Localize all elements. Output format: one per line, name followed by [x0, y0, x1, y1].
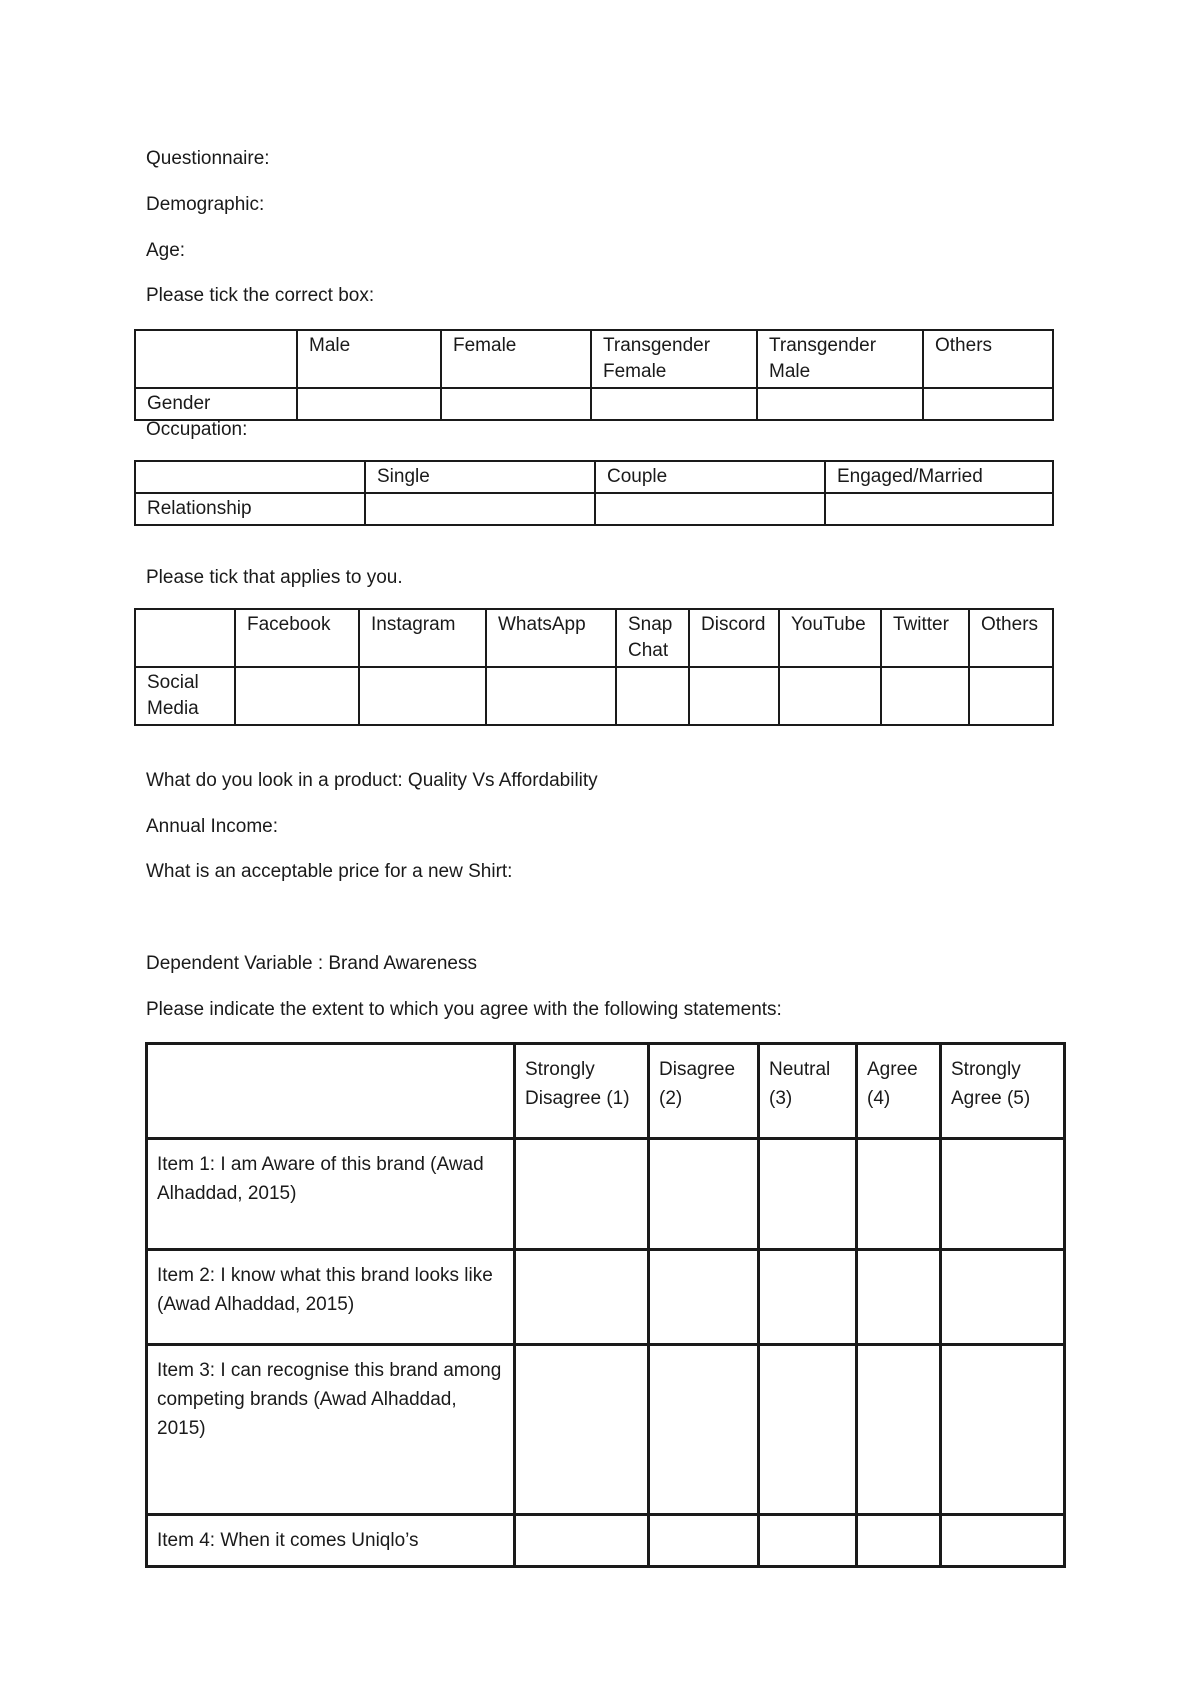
likert-tick-cell[interactable]	[649, 1345, 759, 1515]
question-product: What do you look in a product: Quality Vs Affordability	[146, 770, 598, 791]
likert-col-strongly-disagree: Strongly Disagree (1)	[515, 1044, 649, 1139]
gender-tick-cell[interactable]	[297, 388, 441, 420]
likert-item-row	[147, 1515, 1065, 1567]
likert-col-neutral: Neutral (3)	[759, 1044, 857, 1139]
likert-item-row	[147, 1139, 1065, 1250]
gender-header-row	[135, 330, 1053, 388]
gender-row	[135, 388, 1053, 420]
social-tick-cell[interactable]	[881, 667, 969, 725]
likert-tick-cell[interactable]	[857, 1250, 941, 1345]
relationship-table	[134, 460, 1054, 526]
likert-tick-cell[interactable]	[759, 1515, 857, 1567]
likert-item-label: Item 2: I know what this brand looks like (Awad Alhaddad, 2015)	[147, 1250, 515, 1345]
likert-col-agree: Agree (4)	[857, 1044, 941, 1139]
likert-tick-cell[interactable]	[941, 1345, 1065, 1515]
likert-table	[145, 1042, 1066, 1568]
likert-item-label: Item 4: When it comes Uniqlo’s	[147, 1515, 515, 1567]
likert-tick-cell[interactable]	[649, 1515, 759, 1567]
gender-col-female: Female	[441, 330, 591, 388]
question-income: Annual Income:	[146, 816, 279, 837]
social-tick-cell[interactable]	[969, 667, 1053, 725]
gender-table	[134, 329, 1054, 421]
social-tick-cell[interactable]	[486, 667, 616, 725]
tick-applies-instruction: Please tick that applies to you.	[146, 567, 403, 588]
likert-instruction: Please indicate the extent to which you agree with the following statements:	[146, 999, 782, 1020]
likert-tick-cell[interactable]	[941, 1139, 1065, 1250]
gender-row-label: Gender	[135, 388, 297, 420]
gender-col-transgender-male: Transgender Male	[757, 330, 923, 388]
likert-item-label: Item 3: I can recognise this brand among competing brands (Awad Alhaddad, 2015)	[147, 1345, 515, 1515]
likert-tick-cell[interactable]	[649, 1139, 759, 1250]
social-header-row	[135, 609, 1053, 667]
social-col-youtube: YouTube	[779, 609, 881, 667]
relationship-tick-cell[interactable]	[595, 493, 825, 525]
social-col-whatsapp: WhatsApp	[486, 609, 616, 667]
likert-tick-cell[interactable]	[941, 1250, 1065, 1345]
social-col-discord: Discord	[689, 609, 779, 667]
likert-tick-cell[interactable]	[857, 1515, 941, 1567]
likert-tick-cell[interactable]	[941, 1515, 1065, 1567]
age-label: Age:	[146, 240, 186, 261]
likert-tick-cell[interactable]	[515, 1515, 649, 1567]
gender-tick-cell[interactable]	[441, 388, 591, 420]
social-tick-cell[interactable]	[235, 667, 359, 725]
likert-corner-cell	[147, 1044, 515, 1139]
gender-tick-cell[interactable]	[923, 388, 1053, 420]
likert-item-row	[147, 1250, 1065, 1345]
social-col-facebook: Facebook	[235, 609, 359, 667]
relationship-tick-cell[interactable]	[365, 493, 595, 525]
social-col-instagram: Instagram	[359, 609, 486, 667]
relationship-col-couple: Couple	[595, 461, 825, 493]
social-tick-cell[interactable]	[359, 667, 486, 725]
social-tick-cell[interactable]	[689, 667, 779, 725]
relationship-row-label: Relationship	[135, 493, 365, 525]
likert-col-disagree: Disagree (2)	[649, 1044, 759, 1139]
social-tick-cell[interactable]	[616, 667, 689, 725]
gender-col-male: Male	[297, 330, 441, 388]
likert-tick-cell[interactable]	[857, 1139, 941, 1250]
demographic-label: Demographic:	[146, 194, 265, 215]
social-col-twitter: Twitter	[881, 609, 969, 667]
likert-tick-cell[interactable]	[515, 1345, 649, 1515]
question-price: What is an acceptable price for a new Shirt:	[146, 861, 513, 882]
relationship-col-engaged-married: Engaged/Married	[825, 461, 1053, 493]
gender-col-others: Others	[923, 330, 1053, 388]
likert-tick-cell[interactable]	[759, 1139, 857, 1250]
social-media-table	[134, 608, 1054, 726]
likert-item-row	[147, 1345, 1065, 1515]
social-tick-cell[interactable]	[779, 667, 881, 725]
likert-tick-cell[interactable]	[649, 1250, 759, 1345]
gender-tick-cell[interactable]	[591, 388, 757, 420]
likert-header-row	[147, 1044, 1065, 1139]
relationship-header-row	[135, 461, 1053, 493]
social-col-snapchat: Snap Chat	[616, 609, 689, 667]
likert-tick-cell[interactable]	[759, 1345, 857, 1515]
relationship-col-single: Single	[365, 461, 595, 493]
relationship-tick-cell[interactable]	[825, 493, 1053, 525]
social-corner-cell	[135, 609, 235, 667]
social-col-others: Others	[969, 609, 1053, 667]
questionnaire-heading: Questionnaire:	[146, 148, 270, 169]
likert-item-label: Item 1: I am Aware of this brand (Awad Alhaddad, 2015)	[147, 1139, 515, 1250]
gender-tick-cell[interactable]	[757, 388, 923, 420]
social-row	[135, 667, 1053, 725]
likert-tick-cell[interactable]	[515, 1250, 649, 1345]
likert-tick-cell[interactable]	[857, 1345, 941, 1515]
social-row-label: Social Media	[135, 667, 235, 725]
tick-box-instruction: Please tick the correct box:	[146, 285, 375, 306]
likert-tick-cell[interactable]	[759, 1250, 857, 1345]
dependent-variable-heading: Dependent Variable : Brand Awareness	[146, 953, 477, 974]
relationship-row	[135, 493, 1053, 525]
gender-col-transgender-female: Transgender Female	[591, 330, 757, 388]
occupation-label: Occupation:	[146, 419, 248, 440]
relationship-corner-cell	[135, 461, 365, 493]
likert-col-strongly-agree: Strongly Agree (5)	[941, 1044, 1065, 1139]
likert-tick-cell[interactable]	[515, 1139, 649, 1250]
gender-corner-cell	[135, 330, 297, 388]
